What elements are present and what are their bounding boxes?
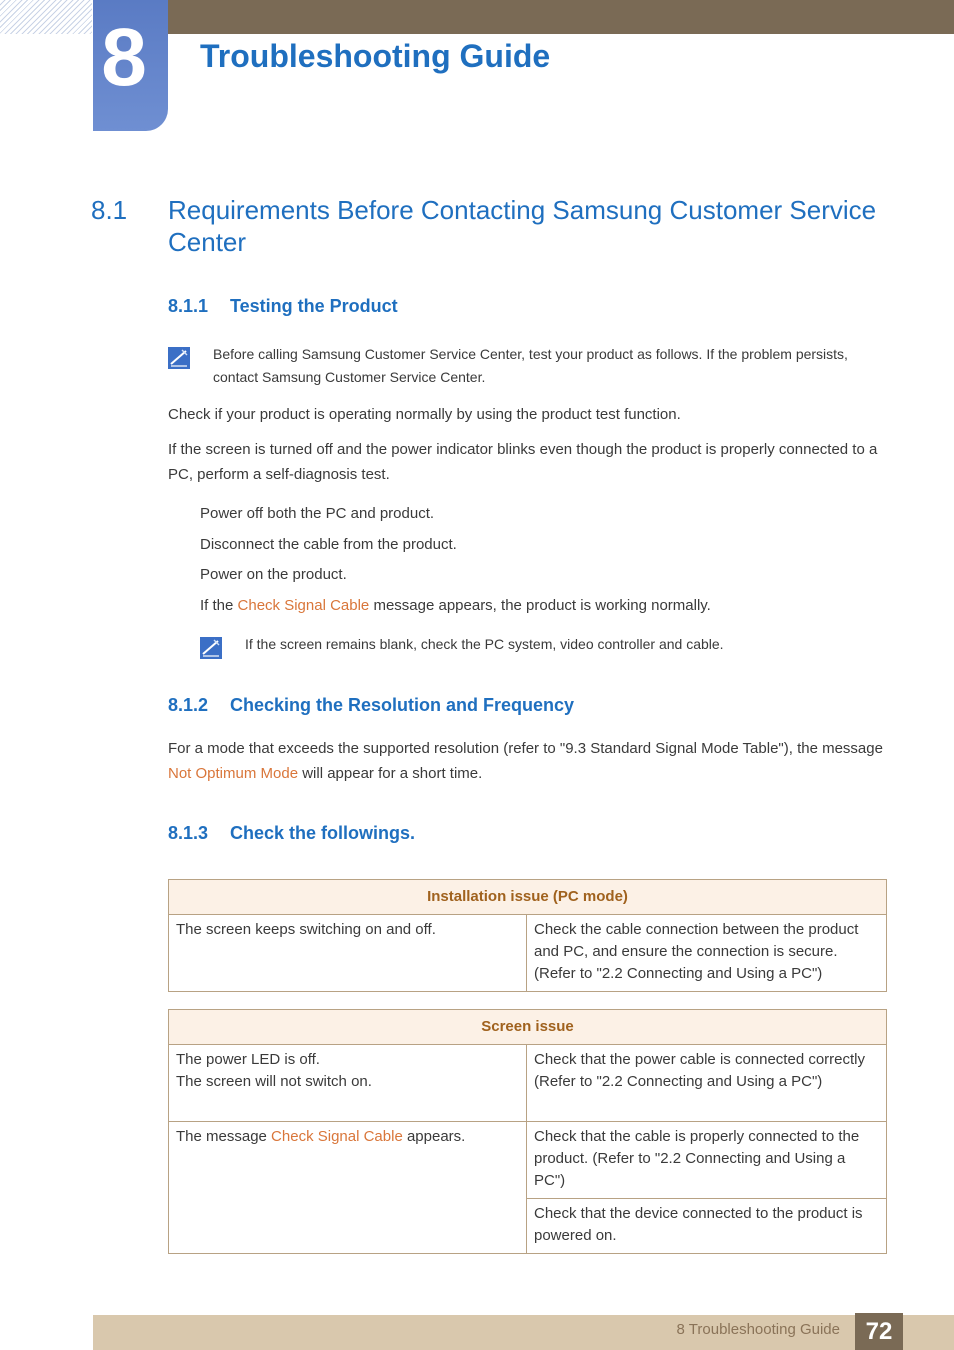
resolution-text: For a mode that exceeds the supported resolution (refer to "9.3 Standard Signal Mode Table"), the message (168, 740, 883, 757)
footer-chapter-label: 8 Troubleshooting Guide (676, 1321, 840, 1338)
note-text-1: Before calling Samsung Customer Service Center, test your product as follows. If the problem persists, contact Samsung Customer Service Center. (213, 346, 848, 385)
problem-cell (169, 1122, 527, 1254)
table-header: Screen issue (169, 1010, 887, 1045)
subsection-number-2: 8.1.2 (168, 695, 209, 715)
table-row (169, 1045, 887, 1122)
section-title: Requirements Before Contacting Samsung Customer Service Center (168, 195, 877, 257)
header-hatch-decoration (0, 0, 92, 34)
subsection-title-3: Check the followings. (230, 823, 416, 843)
note-text-2: If the screen remains blank, check the PC system, video controller and cable. (245, 636, 724, 652)
highlight-check-signal-cable: Check Signal Cable (271, 1128, 403, 1145)
paragraph-resolution (168, 736, 888, 786)
chapter-title: Troubleshooting Guide (200, 38, 551, 74)
table-row (169, 915, 887, 992)
subsection-title-2: Checking the Resolution and Frequency (230, 695, 575, 715)
step-1: Power off both the PC and product. (200, 505, 435, 522)
problem-line: The screen will not switch on. (176, 1073, 372, 1090)
section-number: 8.1 (91, 195, 128, 225)
subsection-number-3: 8.1.3 (168, 823, 209, 843)
header-bar (168, 0, 954, 34)
note-icon (199, 636, 223, 660)
solution-cell: Check that the device connected to the product is powered on. (527, 1199, 887, 1254)
problem-line: The power LED is off. (176, 1051, 320, 1068)
note-icon (167, 346, 191, 370)
installation-issue-table (168, 879, 887, 992)
step-3: Power on the product. (200, 566, 347, 583)
highlight-not-optimum-mode: Not Optimum Mode (168, 765, 299, 782)
step-2: Disconnect the cable from the product. (200, 536, 457, 553)
problem-text: The message (176, 1128, 272, 1145)
problem-cell (169, 1045, 527, 1122)
subsection-title-1: Testing the Product (230, 296, 398, 316)
chapter-number: 8 (101, 12, 147, 103)
table-row (169, 1122, 887, 1199)
solution-cell: Check that the power cable is connected correctly (Refer to "2.2 Connecting and Using a PC") (527, 1045, 887, 1122)
paragraph-self-diagnosis: If the screen is turned off and the power indicator blinks even though the product is properly connected to a PC, perform a self-diagnosis test. (168, 441, 878, 483)
step-4-text: If the (200, 597, 238, 614)
solution-cell: Check that the cable is properly connected to the product. (Refer to "2.2 Connecting and Using a PC") (527, 1122, 887, 1199)
subsection-number-1: 8.1.1 (168, 296, 209, 316)
page-number: 72 (855, 1313, 903, 1350)
paragraph-test-function: Check if your product is operating normally by using the product test function. (168, 406, 681, 423)
screen-issue-table (168, 1009, 887, 1254)
highlight-check-signal-cable: Check Signal Cable (237, 597, 370, 614)
table-header: Installation issue (PC mode) (169, 880, 887, 915)
step-4-text-end: message appears, the product is working normally. (369, 597, 711, 614)
solution-cell: Check the cable connection between the product and PC, and ensure the connection is secure. (Refer to "2.2 Connecting and Using a PC") (527, 915, 887, 992)
problem-text-end: appears. (402, 1128, 466, 1145)
step-4 (200, 593, 711, 618)
resolution-text-end: will appear for a short time. (298, 765, 483, 782)
problem-cell: The screen keeps switching on and off. (169, 915, 527, 992)
